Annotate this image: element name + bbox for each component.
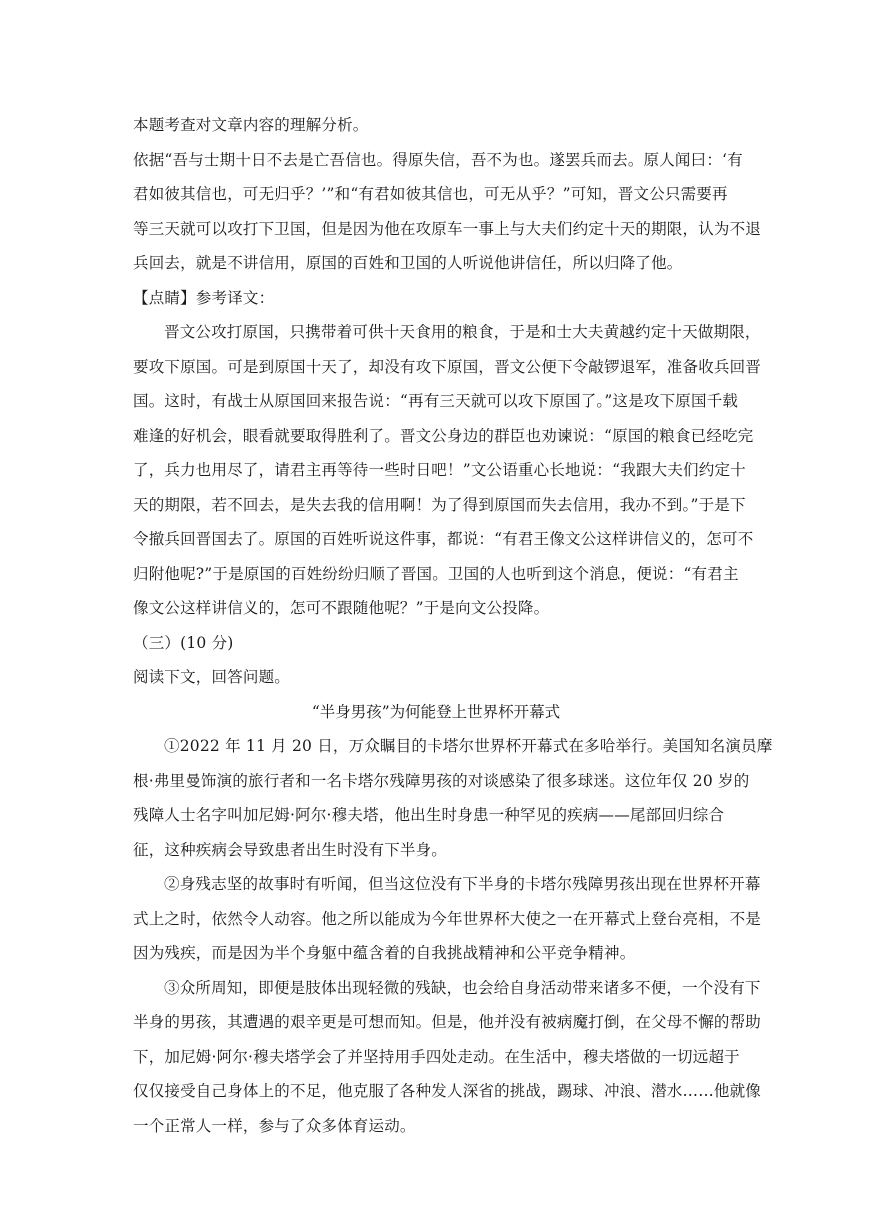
analysis-line: 君如彼其信也，可无归乎？’”和“有君如彼其信也，可无从乎？”可知，晋文公只需要再 xyxy=(133,185,728,203)
analysis-line: 等三天就可以攻打下卫国，但是因为他在攻原车一事上与大夫们约定十天的期限，认为不退 xyxy=(133,219,762,238)
analysis-paragraph xyxy=(133,143,762,281)
article-line: ②身残志坚的故事时有听闻，但当这位没有下半身的卡塔尔残障男孩出现在世界杯开幕 xyxy=(164,875,761,893)
translation-line: 像文公这样讲信义的，怎可不跟随他呢？”于是向文公投降。 xyxy=(133,599,550,617)
translation-line: 要攻下原国。可是到原国十天了，却没有攻下原国，晋文公便下令敲锣退军，准备收兵回晋 xyxy=(133,357,762,376)
article-line: 因为残疾，而是因为半个身躯中蕴含着的自我挑战精神和公平竞争精神。 xyxy=(133,944,636,962)
translation-line: 了，兵力也用尽了，请君主再等待一些时日吧！”文公语重心长地说：“我跟大夫们约定十 xyxy=(133,461,746,479)
section-label: （三）(10 分) xyxy=(133,633,234,652)
translation-line: 晋文公攻打原国，只携带着可供十天食用的粮食，于是和士大夫黄越约定十天做期限， xyxy=(164,323,761,341)
reading-instruction: 阅读下文，回答问题。 xyxy=(133,668,291,686)
article-paragraph-1 xyxy=(133,729,773,867)
article-line: 半身的男孩，其遭遇的艰辛更是可想而知。但是，他并没有被病魔打倒，在父母不懈的帮助 xyxy=(133,1013,762,1031)
translation-line: 天的期限，若不回去，是失去我的信用啊！为了得到原国而失去信用，我办不到。”于是下 xyxy=(133,495,746,514)
article-line: ③众所周知，即便是肢体出现轻微的残缺，也会给自身活动带来诸多不便，一个没有下 xyxy=(164,978,761,997)
translation-line: 难逢的好机会，眼看就要取得胜利了。晋文公身边的群臣也劝谏说：“原国的粮食已经吃完 xyxy=(133,426,754,445)
translation-paragraph xyxy=(133,315,762,626)
article-line: 征，这种疾病会导致患者出生时没有下半身。 xyxy=(133,840,448,859)
analysis-line: 兵回去，就是不讲信用，原国的百姓和卫国的人听说他讲信任，所以归降了他。 xyxy=(133,254,683,272)
article-line: 仅仅接受自己身体上的不足，他克服了各种发人深省的挑战，踢球、冲浪、潜水……他就像 xyxy=(133,1082,762,1100)
article-line: ①2022 年 11 月 20 日，万众瞩目的卡塔尔世界杯开幕式在多哈举行。美国知名演员摩 xyxy=(164,737,773,755)
dianjing-label: 【点睛】参考译文： xyxy=(133,288,275,307)
analysis-intro: 本题考查对文章内容的理解分析。 xyxy=(133,116,369,134)
document-content xyxy=(133,108,773,1143)
article-title: “半身男孩”为何能登上世界杯开幕式 xyxy=(311,702,561,721)
article-line: 根·弗里曼饰演的旅行者和一名卡塔尔残障男孩的对谈感染了很多球迷。这位年仅 20 岁的 xyxy=(133,771,750,790)
translation-line: 国。这时，有战士从原国回来报告说：“再有三天就可以攻下原国了。”这是攻下原国千载 xyxy=(133,392,739,410)
article-line: 一个正常人一样，参与了众多体育运动。 xyxy=(133,1116,416,1135)
translation-line: 令撤兵回晋国去了。原国的百姓听说这件事，都说：“有君王像文公这样讲信义的，怎可不 xyxy=(133,530,754,548)
article-paragraph-3 xyxy=(133,971,762,1144)
article-line: 式上之时，依然令人动容。他之所以能成为今年世界杯大使之一在开幕式上登台亮相，不是 xyxy=(133,909,762,928)
analysis-line: 依据“吾与士期十日不去是亡吾信也。得原失信，吾不为也。遂罢兵而去。原人闻曰：‘有 xyxy=(133,150,743,169)
article-line: 残障人士名字叫加尼姆·阿尔·穆夫塔，他出生时身患一种罕见的疾病——尾部回归综合 xyxy=(133,806,725,824)
article-paragraph-2 xyxy=(133,867,762,971)
article-line: 下，加尼姆·阿尔·穆夫塔学会了并坚持用手四处走动。在生活中，穆夫塔做的一切远超于 xyxy=(133,1047,740,1066)
translation-line: 归附他呢?”于是原国的百姓纷纷归顺了晋国。卫国的人也听到这个消息，便说：“有君主 xyxy=(133,564,739,583)
